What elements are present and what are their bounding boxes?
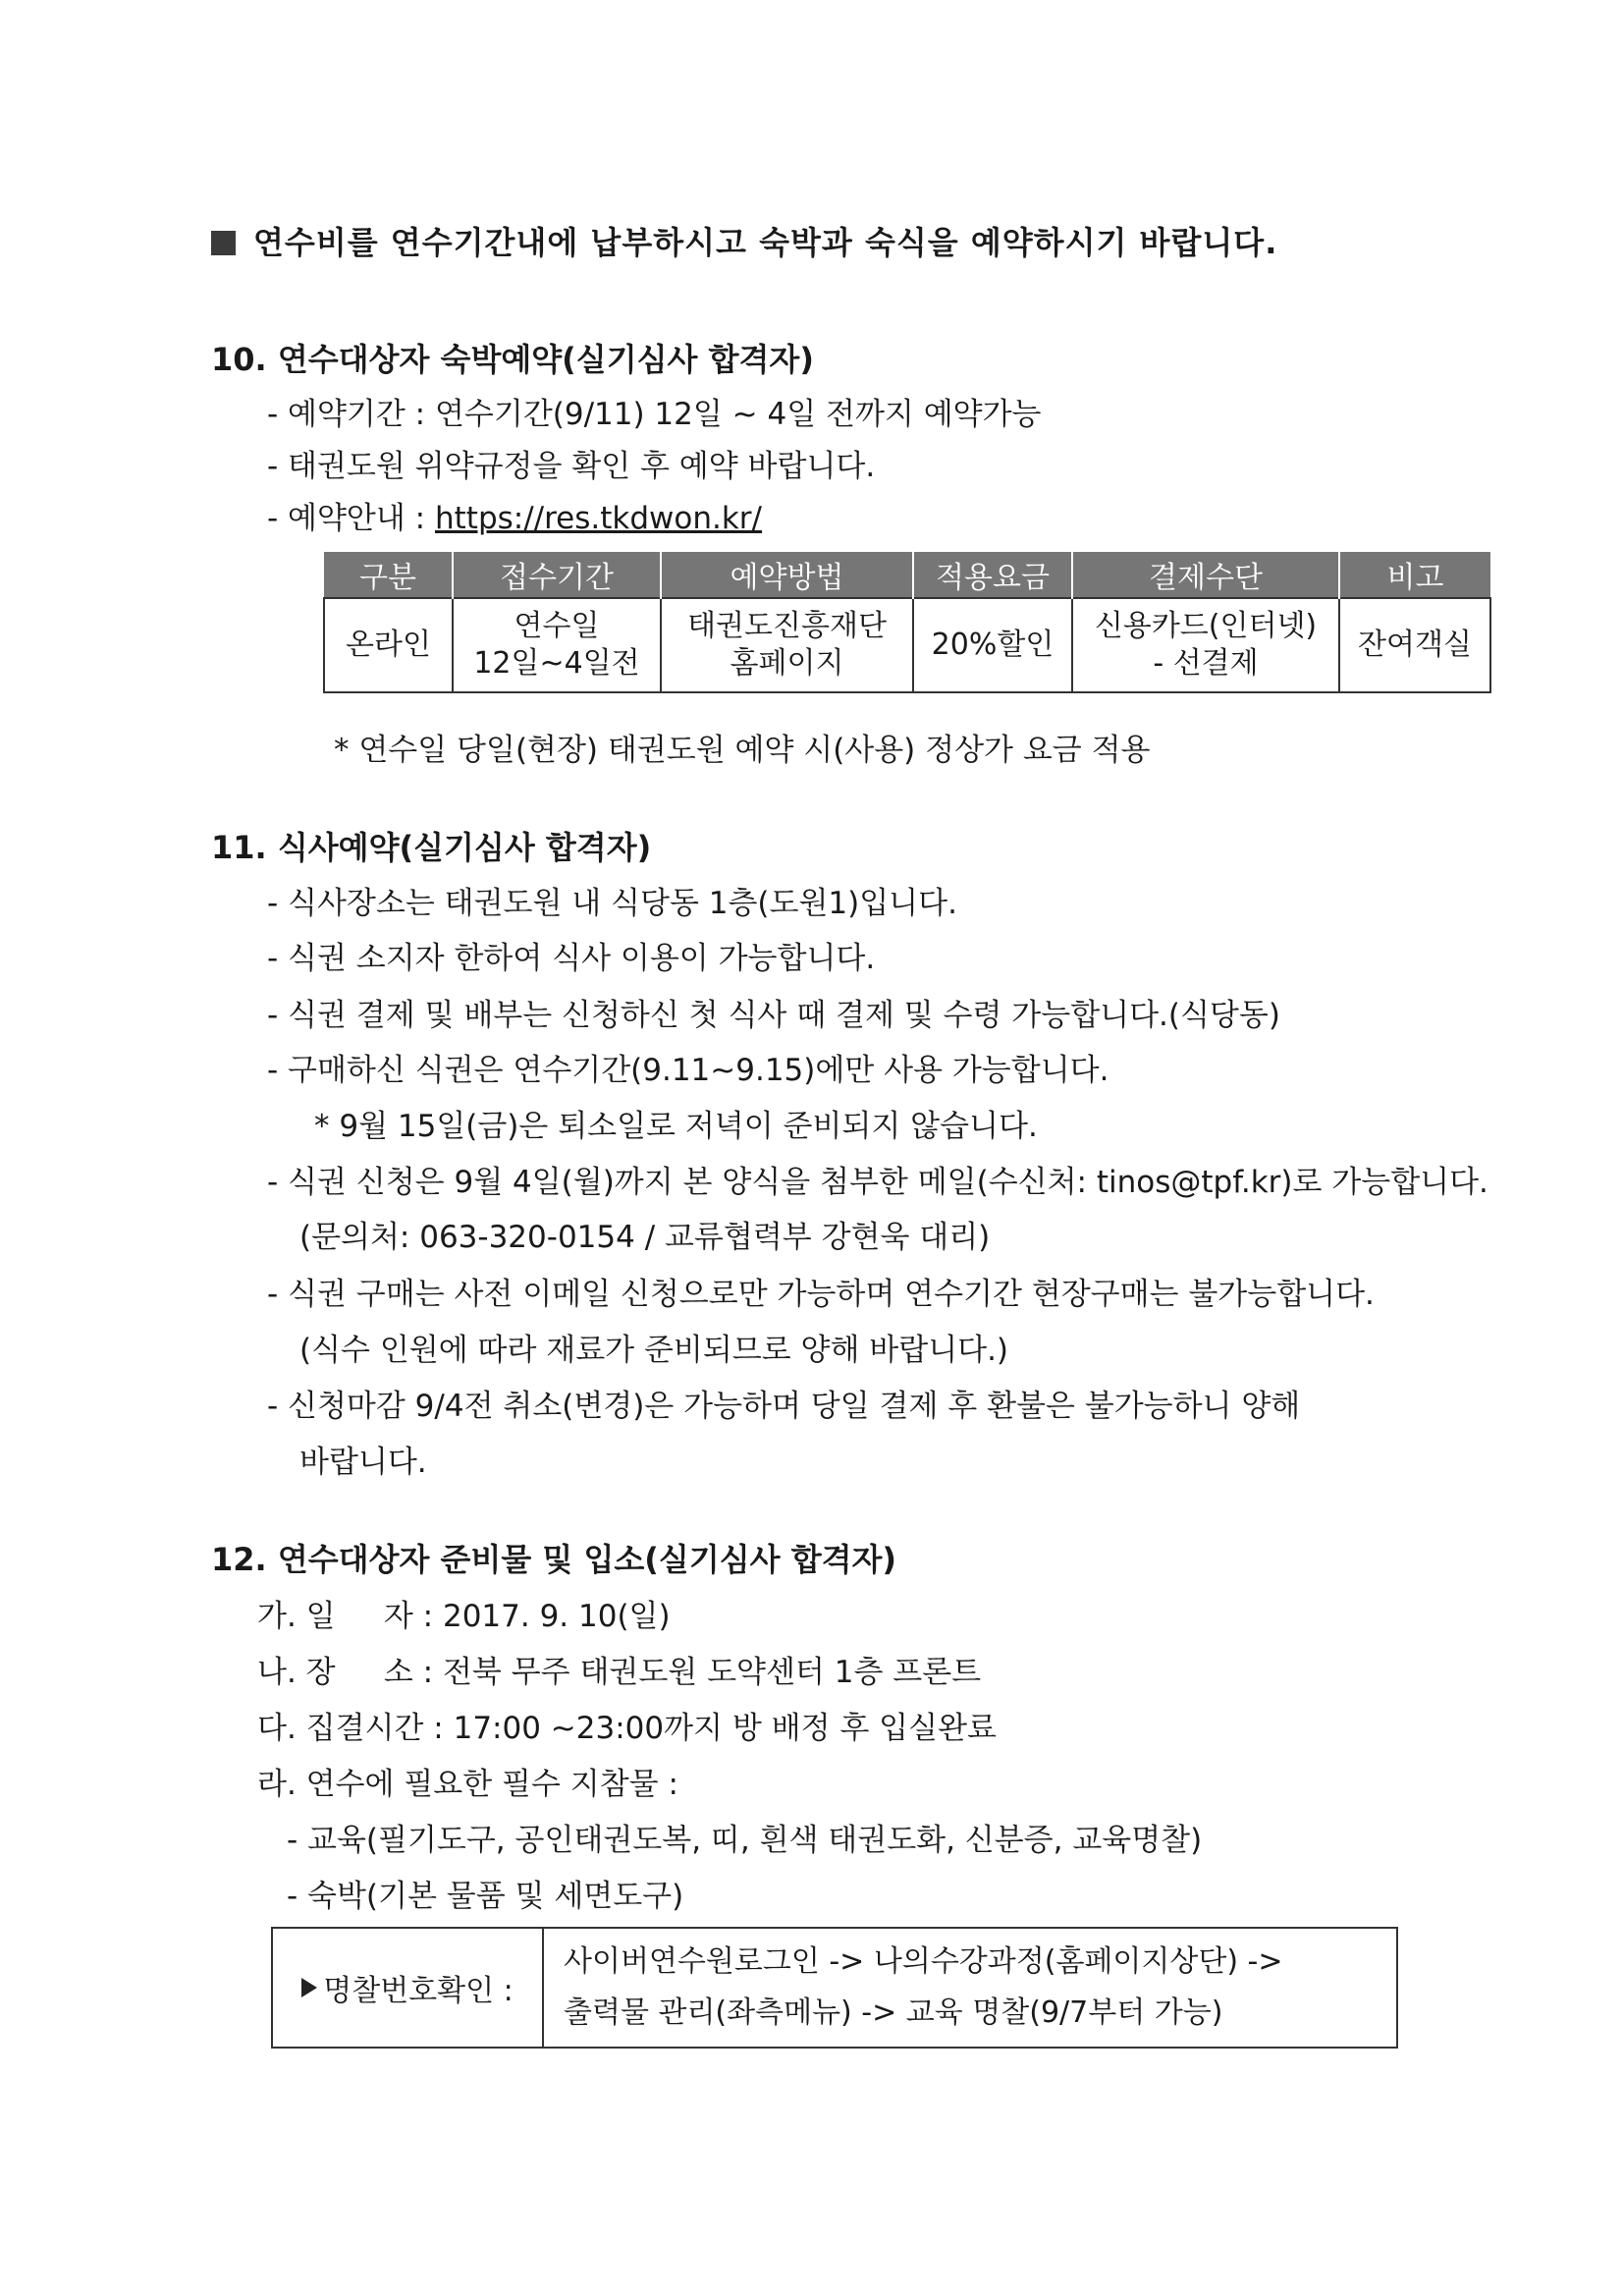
reservation-guide <box>267 493 762 537</box>
meal-cancellation: - 신청마감 9/4전 취소(변경)은 가능하며 당일 결제 후 환불은 불가능하니 양해 <box>267 1389 1301 1424</box>
cell-payment-line1: 신용카드(인터넷) <box>1094 609 1318 643</box>
notice-text: 연수비를 연수기간내에 납부하시고 숙박과 숙식을 예약하시기 바랍니다. <box>253 224 1278 261</box>
reservation-link[interactable]: https://res.tkdwon.kr/ <box>434 501 762 536</box>
col-period: 접수기간 <box>453 552 661 598</box>
cell-method <box>661 598 913 692</box>
nametag-step-line1: 사이버연수원로그인 -> 나의수강과정(홈페이지상단) -> <box>564 1944 1283 1979</box>
cell-payment-line2: - 선결제 <box>1153 646 1259 681</box>
reservation-guide-label: - 예약안내 : <box>267 501 435 536</box>
meal-ticket-holder: - 식권 소지자 한하여 식사 이용이 가능합니다. <box>267 941 876 976</box>
table-footnote: * 연수일 당일(현장) 태권도원 예약 시(사용) 정상가 요금 적용 <box>334 733 1151 768</box>
meal-contact: (문의처: 063-320-0154 / 교류협력부 강현욱 대리) <box>299 1220 991 1255</box>
section-11-title: 11. 식사예약(실기심사 합격자) <box>211 829 652 866</box>
section-10-title: 10. 연수대상자 숙박예약(실기심사 합격자) <box>211 341 814 378</box>
col-rate: 적용요금 <box>913 552 1072 598</box>
meal-dinner-note: * 9월 15일(금)은 퇴소일로 저녁이 준비되지 않습니다. <box>314 1109 1038 1144</box>
col-type: 구분 <box>324 552 453 598</box>
assembly-time: 다. 집결시간 : 17:00 ~23:00까지 방 배정 후 입실완료 <box>257 1711 997 1746</box>
col-payment: 결제수단 <box>1072 552 1339 598</box>
nametag-label-cell <box>273 1929 544 2047</box>
meal-purchase: - 식권 구매는 사전 이메일 신청으로만 가능하며 연수기간 현장구매는 불가능합니다. <box>267 1277 1375 1312</box>
entry-date: 가. 일 자 : 2017. 9. 10(일) <box>257 1599 671 1634</box>
cancellation-notice: - 태권도원 위약규정을 확인 후 예약 바랍니다. <box>267 449 876 484</box>
nametag-steps-cell <box>544 1929 1396 2047</box>
reservation-period: - 예약기간 : 연수기간(9/11) 12일 ~ 4일 전까지 예약가능 <box>267 397 1042 432</box>
cell-method-line1: 태권도진흥재단 <box>687 609 887 643</box>
cell-period-line2: 12일~4일전 <box>473 646 640 681</box>
meal-payment: - 식권 결제 및 배부는 신청하신 첫 식사 때 결제 및 수령 가능합니다.(식당동) <box>267 998 1280 1033</box>
meal-usage-period: - 구매하신 식권은 연수기간(9.11~9.15)에만 사용 가능합니다. <box>267 1053 1109 1088</box>
entry-place: 나. 장 소 : 전북 무주 태권도원 도약센터 1층 프론트 <box>257 1655 982 1690</box>
cell-payment <box>1072 598 1339 692</box>
meal-purchase-note: (식수 인원에 따라 재료가 준비되므로 양해 바랍니다.) <box>299 1333 1009 1368</box>
nametag-step-line2: 출력물 관리(좌측메뉴) -> 교육 명찰(9/7부터 가능) <box>564 1995 1223 2030</box>
meal-application: - 식권 신청은 9월 4일(월)까지 본 양식을 첨부한 메일(수신처: tinos@tpf.kr)로 가능합니다. <box>267 1165 1488 1200</box>
cell-note: 잔여객실 <box>1339 598 1490 692</box>
notice <box>211 218 1277 263</box>
cell-type: 온라인 <box>324 598 453 692</box>
col-note: 비고 <box>1339 552 1490 598</box>
square-bullet-icon <box>211 231 236 255</box>
cell-method-line2: 홈페이지 <box>730 646 844 681</box>
education-items: - 교육(필기도구, 공인태권도복, 띠, 흰색 태권도화, 신분증, 교육명찰) <box>287 1823 1203 1858</box>
meal-cancellation-cont: 바랍니다. <box>299 1445 427 1480</box>
required-items: 라. 연수에 필요한 필수 지참물 : <box>257 1767 678 1802</box>
reservation-table <box>323 552 1491 693</box>
lodging-items: - 숙박(기본 물품 및 세면도구) <box>287 1879 684 1914</box>
nametag-label: 명찰번호확인 : <box>323 1974 514 2008</box>
cell-period-line1: 연수일 <box>514 609 600 643</box>
col-method: 예약방법 <box>661 552 913 598</box>
meal-location: - 식사장소는 태권도원 내 식당동 1층(도원1)입니다. <box>267 886 957 921</box>
table-row <box>324 598 1490 692</box>
cell-rate: 20%할인 <box>913 598 1072 692</box>
cell-period <box>453 598 661 692</box>
triangle-right-icon <box>301 1978 317 1997</box>
nametag-info-box <box>271 1927 1398 2049</box>
section-12-title: 12. 연수대상자 준비물 및 입소(실기심사 합격자) <box>211 1541 897 1578</box>
table-header-row <box>324 552 1490 598</box>
